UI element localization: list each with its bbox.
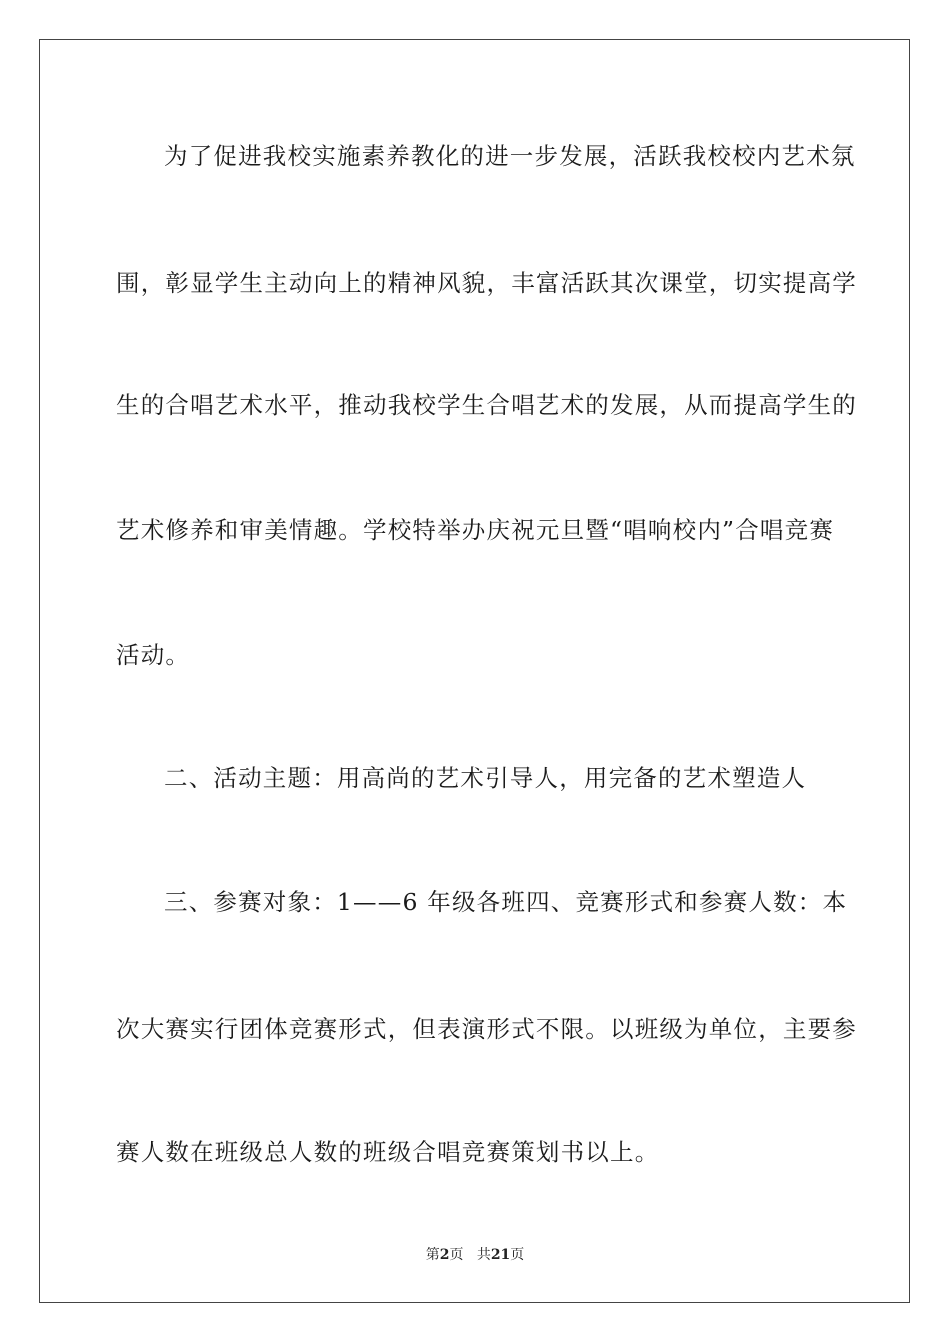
body-line-3: 生的合唱艺术水平，推动我校学生合唱艺术的发展，从而提高学生的: [116, 391, 857, 419]
body-line-2: 围，彰显学生主动向上的精神风貌，丰富活跃其次课堂，切实提高学: [116, 269, 857, 297]
total-suffix: 页: [510, 1247, 525, 1263]
page-footer: [0, 1244, 950, 1264]
page-number: 2: [439, 1247, 450, 1263]
body-line-1: 为了促进我校实施素养教化的进一步发展，活跃我校校内艺术氛: [164, 142, 856, 170]
body-line-8: 次大赛实行团体竞赛形式，但表演形式不限。以班级为单位，主要参: [116, 1015, 857, 1043]
total-prefix: 共: [476, 1247, 491, 1263]
page-border: [39, 39, 910, 1303]
body-line-9: 赛人数在班级总人数的班级合唱竞赛策划书以上。: [116, 1138, 660, 1166]
total-pages: 21: [490, 1247, 511, 1263]
section-2-heading: 二、活动主题：用高尚的艺术引导人，用完备的艺术塑造人: [164, 764, 807, 792]
page-suffix: 页: [449, 1247, 464, 1263]
body-line-4: 艺术修养和审美情趣。学校特举办庆祝元旦暨“唱响校内”合唱竞赛: [116, 516, 835, 544]
section-3-heading: 三、参赛对象：1——6 年级各班四、竞赛形式和参赛人数：本: [164, 888, 848, 916]
body-line-5: 活动。: [116, 641, 191, 669]
page-prefix: 第: [425, 1247, 440, 1263]
